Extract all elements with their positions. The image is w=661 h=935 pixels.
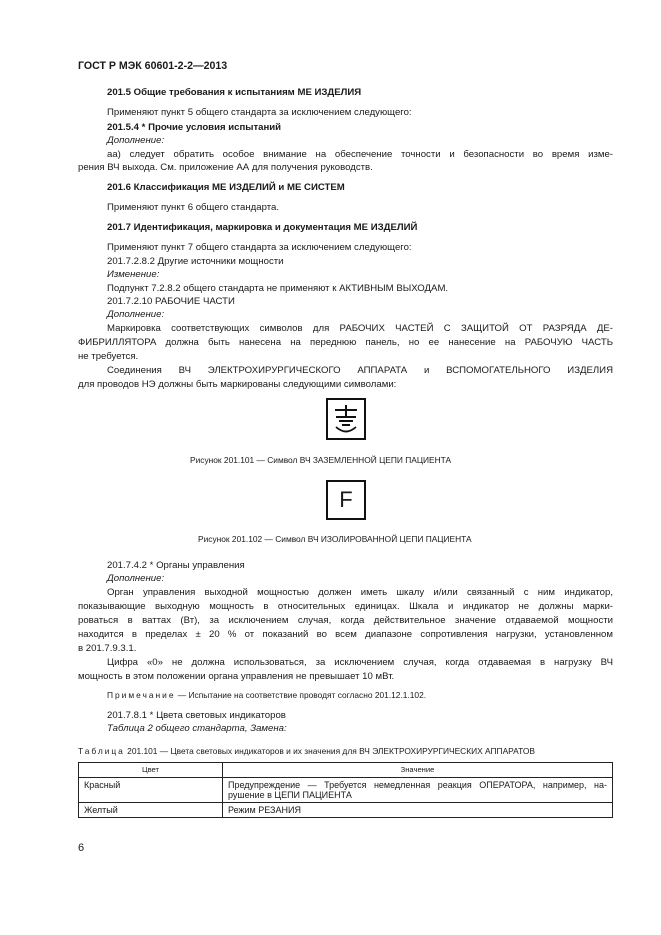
- cell-meaning-cut-mode: Режим РЕЗАНИЯ: [223, 803, 613, 818]
- cell-color-red: Красный: [79, 778, 223, 803]
- hf-earthed-patient-circuit-symbol: [326, 398, 366, 440]
- controls-line1: Орган управления выходной мощностью должен иметь шкалу и/или связанный с ним индикатор,: [107, 587, 613, 598]
- change-text: Подпункт 7.2.8.2 общего стандарта не применяют к АКТИВНЫМ ВЫХОДАМ.: [107, 283, 449, 294]
- meaning-line1: Предупреждение — Требуется немедленная реакция ОПЕРАТОРА, например, на-: [228, 780, 607, 790]
- controls-line3: роваться в ваттах (Вт), за исключением случая, когда действительное значение отдаваемой мощности: [78, 615, 613, 626]
- marking-line1: Маркировка соответствующих символов для РАБОЧИХ ЧАСТЕЙ С ЗАЩИТОЙ ОТ РАЗРЯДА ДЕ-: [107, 323, 613, 334]
- connections-line2: для проводов НЭ должны быть маркированы следующими символами:: [78, 379, 397, 390]
- page-number: 6: [78, 842, 85, 854]
- f-letter-icon: F: [339, 487, 353, 512]
- column-header-meaning: Значение: [223, 763, 613, 778]
- table-row: [79, 778, 613, 803]
- table-caption: [78, 746, 535, 756]
- table-header-row: [79, 763, 613, 778]
- section-201-7-title: 201.7 Идентификация, маркировка и документация МЕ ИЗДЕЛИЙ: [107, 222, 418, 233]
- clause-201-7-2-10: 201.7.2.10 РАБОЧИЕ ЧАСТИ: [107, 296, 235, 307]
- controls-line6: Цифра «0» не должна использоваться, за исключением случая, когда отдаваемая в нагрузку ВЧ: [107, 657, 613, 668]
- controls-line7: мощность в этом положении органа управления не превышает 10 мВт.: [78, 671, 395, 682]
- note: [107, 690, 426, 700]
- marking-line3: не требуется.: [78, 351, 139, 362]
- section-201-5-title: 201.5 Общие требования к испытаниям МЕ ИЗДЕЛИЯ: [107, 87, 362, 98]
- figure-201-101-caption: Рисунок 201.101 — Символ ВЧ ЗАЗЕМЛЕННОЙ ЦЕПИ ПАЦИЕНТА: [190, 455, 452, 465]
- cell-meaning-warning: [223, 778, 613, 803]
- note-text: — Испытание на соответствие проводят согласно 201.12.1.102.: [175, 690, 427, 700]
- figure-201-102-caption: Рисунок 201.102 — Символ ВЧ ИЗОЛИРОВАННОЙ ЦЕПИ ПАЦИЕНТА: [198, 534, 472, 544]
- change-label: Изменение:: [107, 269, 160, 280]
- replacement-label: Таблица 2 общего стандарта, Замена:: [107, 723, 287, 734]
- clause-201-7-4-2-title: 201.7.4.2 * Органы управления: [107, 560, 245, 571]
- section-201-6-text: Применяют пункт 6 общего стандарта.: [107, 202, 280, 213]
- controls-line5: в 201.7.9.3.1.: [78, 643, 137, 654]
- section-201-6-title: 201.6 Классификация МЕ ИЗДЕЛИЙ и МЕ СИСТЕМ: [107, 182, 345, 193]
- column-header-color: Цвет: [79, 763, 223, 778]
- hf-isolated-patient-circuit-symbol: [326, 480, 366, 520]
- table-row: [79, 803, 613, 818]
- section-201-7-text: Применяют пункт 7 общего стандарта за исключением следующего:: [107, 242, 412, 253]
- addition-label: Дополнение:: [107, 309, 165, 320]
- connections-line1: Соединения ВЧ ЭЛЕКТРОХИРУРГИЧЕСКОГО АППАРАТА и ВСПОМОГАТЕЛЬНОГО ИЗДЕЛИЯ: [107, 365, 613, 376]
- meaning-line2: рушение в ЦЕПИ ПАЦИЕНТА: [228, 790, 352, 800]
- cell-color-yellow: Желтый: [79, 803, 223, 818]
- marking-line2: ФИБРИЛЛЯТОРА должна быть нанесена на переднюю панель, но ее нанесение на РАБОЧУЮ ЧАСТЬ: [78, 337, 613, 348]
- controls-line2: показывающие выходную мощность в относительных единицах. Шкала и индикатор не должны марки-: [78, 601, 613, 612]
- earth-symbol-icon: [328, 400, 364, 438]
- table-caption-text: 201.101 — Цвета световых индикаторов и их значения для ВЧ ЭЛЕКТРОХИРУРГИЧЕСКИХ АППАРАТОВ: [124, 746, 535, 756]
- section-201-5-text: Применяют пункт 5 общего стандарта за исключением следующего:: [107, 107, 412, 118]
- document-header: ГОСТ Р МЭК 60601-2-2—2013: [78, 60, 228, 72]
- clause-201-7-2-8-2: 201.7.2.8.2 Другие источники мощности: [107, 256, 284, 267]
- addition-label: Дополнение:: [107, 573, 165, 584]
- note-label: Примечание: [107, 690, 176, 700]
- paragraph-aa-line1: аа) следует обратить особое внимание на обеспечение точности и безопасности во время изме-: [107, 149, 613, 160]
- subsection-201-5-4-title: 201.5.4 * Прочие условия испытаний: [107, 122, 282, 133]
- addition-label: Дополнение:: [107, 135, 165, 146]
- table-label: Таблица: [78, 746, 125, 756]
- indicator-colors-table: [78, 762, 613, 818]
- clause-201-7-8-1-title: 201.7.8.1 * Цвета световых индикаторов: [107, 710, 286, 721]
- paragraph-aa-line2: рения ВЧ выхода. См. приложение АА для получения руководств.: [78, 162, 373, 173]
- controls-line4: находится в пределах ± 20 % от показаний во всем диапазоне сопротивления нагрузки, установленном: [78, 629, 613, 640]
